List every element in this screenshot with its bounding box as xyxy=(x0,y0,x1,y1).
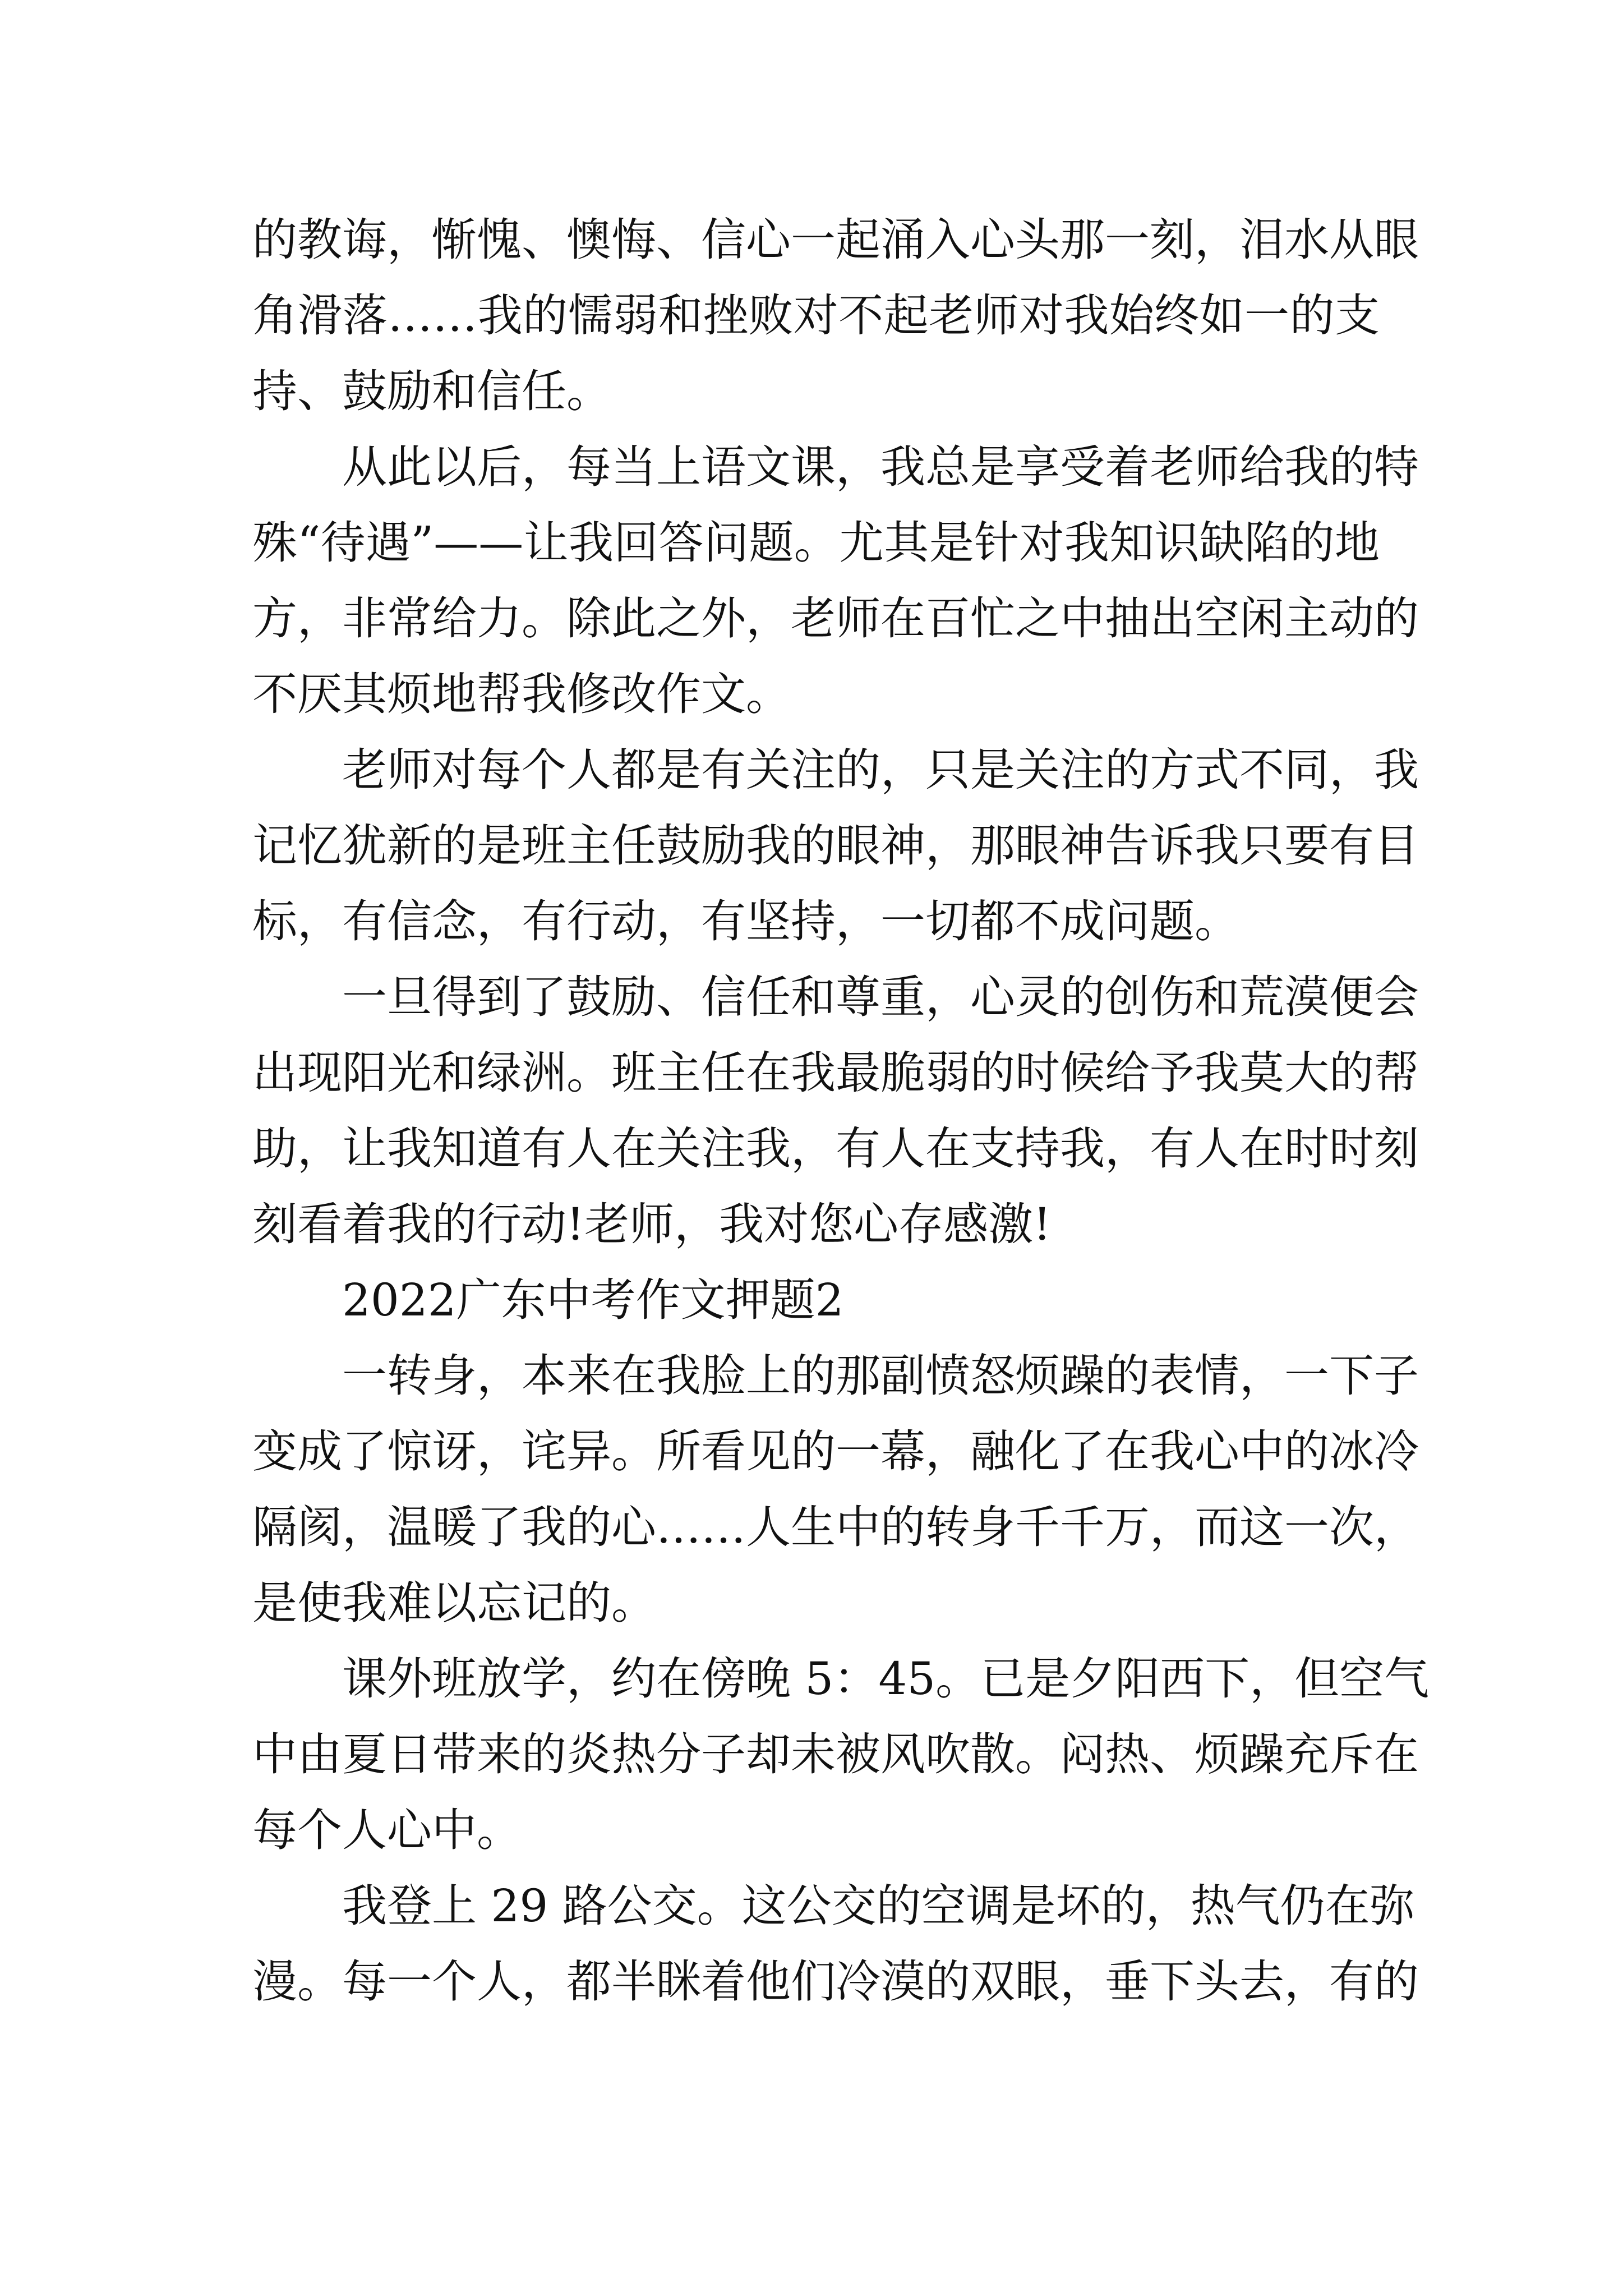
text-line: 一旦得到了鼓励、信任和尊重，心灵的创伤和荒漠便会 xyxy=(342,971,1419,1023)
text-line: 助，让我知道有人在关注我，有人在支持我，有人在时时刻 xyxy=(252,1122,1419,1175)
section-heading: 2022广东中考作文押题2 xyxy=(342,1274,844,1326)
text-line: 不厌其烦地帮我修改作文。 xyxy=(252,668,791,720)
text-line: 老师对每个人都是有关注的，只是关注的方式不同，我 xyxy=(342,744,1419,796)
text-line: 角滑落……我的懦弱和挫败对不起老师对我始终如一的支 xyxy=(252,289,1380,342)
text-line: 出现阳光和绿洲。班主任在我最脆弱的时候给予我莫大的帮 xyxy=(252,1047,1419,1099)
text-line: 记忆犹新的是班主任鼓励我的眼神，那眼神告诉我只要有目 xyxy=(252,820,1419,872)
text-line: 我登上 29 路公交。这公交的空调是坏的，热气仍在弥 xyxy=(342,1880,1415,1932)
text-line: 每个人心中。 xyxy=(252,1804,522,1856)
text-line: 隔阂，温暖了我的心……人生中的转身千千万，而这一次， xyxy=(252,1501,1419,1553)
text-line: 一转身，本来在我脸上的那副愤怒烦躁的表情，一下子 xyxy=(342,1350,1419,1402)
text-line: 课外班放学，约在傍晚 5：45。已是夕阳西下，但空气 xyxy=(342,1653,1430,1705)
text-line: 的教诲，惭愧、懊悔、信心一起涌入心头那一刻，泪水从眼 xyxy=(252,214,1419,266)
text-line: 中由夏日带来的炎热分子却未被风吹散。闷热、烦躁充斥在 xyxy=(252,1728,1419,1780)
text-line: 漫。每一个人，都半眯着他们冷漠的双眼，垂下头去，有的 xyxy=(252,1955,1419,2008)
text-line: 刻看着我的行动!老师，我对您心存感激! xyxy=(252,1198,1052,1250)
text-line: 方，非常给力。除此之外，老师在百忙之中抽出空闲主动的 xyxy=(252,592,1419,645)
text-line: 从此以后，每当上语文课，我总是享受着老师给我的特 xyxy=(342,441,1419,493)
text-line: 殊“待遇”——让我回答问题。尤其是针对我知识缺陷的地 xyxy=(252,517,1380,569)
document-body xyxy=(252,202,1430,2019)
text-line: 是使我难以忘记的。 xyxy=(252,1577,656,1629)
text-line: 变成了惊讶，诧异。所看见的一幕，融化了在我心中的冰冷 xyxy=(252,1425,1419,1478)
text-line: 持、鼓励和信任。 xyxy=(252,365,611,417)
text-line: 标，有信念，有行动，有坚持，一切都不成问题。 xyxy=(252,895,1239,947)
